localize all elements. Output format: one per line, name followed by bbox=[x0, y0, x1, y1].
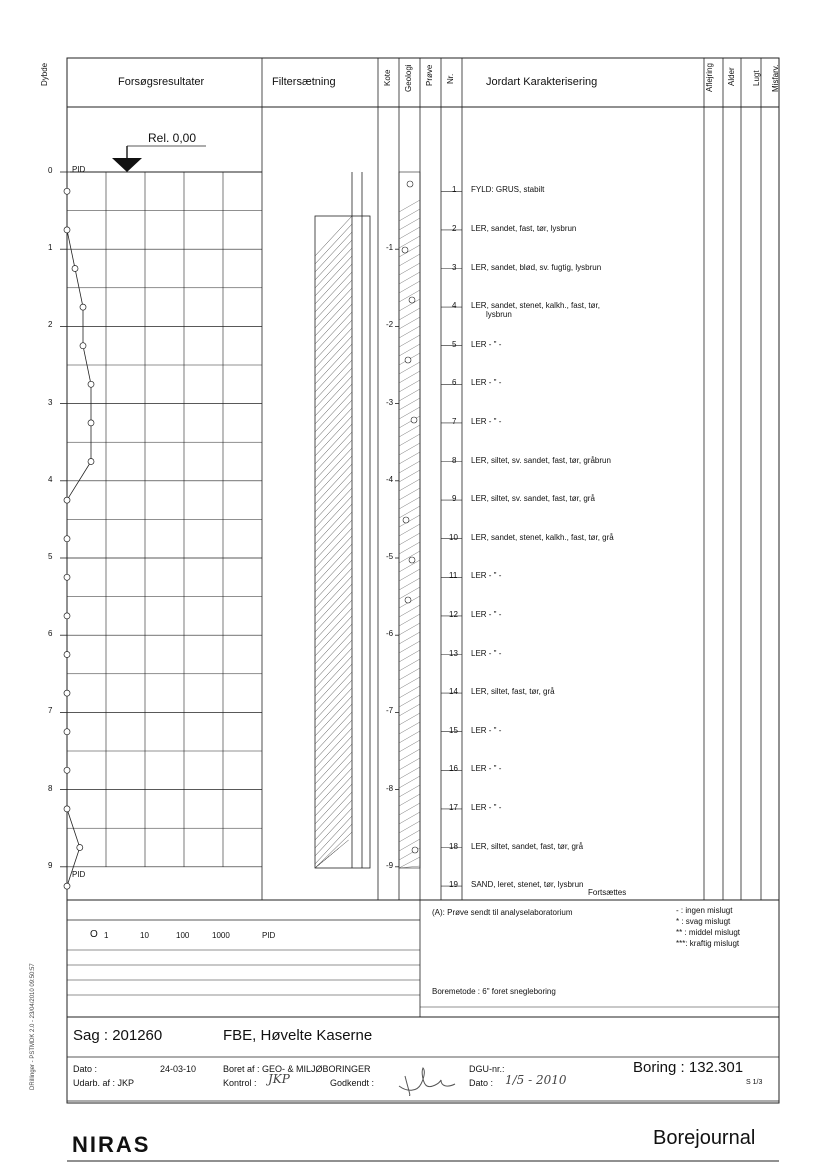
filter-hatch bbox=[315, 392, 352, 432]
depth-tick-label: 6 bbox=[48, 629, 53, 639]
pid-point bbox=[72, 266, 78, 272]
filter-hatch bbox=[315, 424, 352, 464]
filter-hatch bbox=[315, 280, 352, 320]
header-prove: Prøve bbox=[425, 64, 434, 86]
geology-hatch bbox=[399, 200, 420, 212]
pid-point bbox=[80, 343, 86, 349]
stone-symbol bbox=[407, 181, 413, 187]
filter-hatch bbox=[315, 400, 352, 440]
filter-hatch bbox=[315, 528, 352, 568]
geology-hatch bbox=[399, 362, 420, 374]
geology-hatch bbox=[399, 281, 420, 293]
layer-description: LER - " - bbox=[471, 725, 502, 735]
filter-hatch bbox=[315, 368, 352, 408]
header-dybde: Dybde bbox=[40, 62, 49, 86]
layer-description: SAND, leret, stenet, tør, lysbrun bbox=[471, 880, 584, 890]
layer-number: 2 bbox=[452, 223, 457, 233]
filter-hatch bbox=[315, 864, 320, 868]
pid-point bbox=[77, 845, 83, 851]
pid-point bbox=[88, 459, 94, 465]
rel-label: Rel. 0,00 bbox=[148, 131, 197, 145]
filter-hatch bbox=[315, 608, 352, 648]
filter-hatch bbox=[315, 576, 352, 616]
geology-hatch bbox=[399, 326, 420, 338]
filter-hatch bbox=[315, 320, 352, 360]
pid-top-label: PID bbox=[72, 165, 86, 174]
boring-number: Boring : 132.301 bbox=[633, 1059, 744, 1076]
header-filtersaetning: Filtersætning bbox=[272, 76, 336, 88]
filter-hatch bbox=[315, 744, 352, 784]
geology-hatch bbox=[399, 371, 420, 383]
geology-hatch bbox=[399, 434, 420, 446]
kote-tick-label: -2 bbox=[386, 320, 394, 330]
header-forsogsresultater: Forsøgsresultater bbox=[118, 76, 205, 88]
filter-hatch bbox=[315, 664, 352, 704]
dgu-label: DGU-nr.: bbox=[469, 1064, 505, 1074]
geology-hatch bbox=[399, 776, 420, 788]
filter-hatch bbox=[315, 416, 352, 456]
filter-hatch bbox=[315, 336, 352, 376]
filter-hatch bbox=[315, 640, 352, 680]
layer-description: LER - " - bbox=[471, 609, 502, 619]
layer-description: LER - " - bbox=[471, 764, 502, 774]
smell-legend-item: ***: kraftig mislugt bbox=[676, 939, 740, 948]
layer-number: 1 bbox=[452, 185, 457, 195]
geology-hatch bbox=[399, 542, 420, 554]
layer-number: 6 bbox=[452, 378, 457, 388]
layer-number: 13 bbox=[449, 648, 458, 658]
filter-hatch bbox=[315, 248, 352, 288]
header-nr: Nr. bbox=[446, 73, 455, 84]
layer-number: 19 bbox=[449, 880, 458, 890]
layer-description: LER, siltet, sv. sandet, fast, tør, gråbrun bbox=[471, 455, 611, 465]
geology-hatch bbox=[399, 452, 420, 464]
print-stamp: DRillinger - PSTMDK 2.0 - 23/04/2010 09:50:57 bbox=[30, 963, 36, 1090]
geology-hatch bbox=[399, 317, 420, 329]
pid-point bbox=[88, 420, 94, 426]
stone-symbol bbox=[411, 417, 417, 423]
depth-tick-label: 9 bbox=[48, 860, 53, 870]
stone-symbol bbox=[409, 557, 415, 563]
geology-hatch bbox=[399, 695, 420, 707]
header-misfarv: Misfarv. bbox=[771, 64, 780, 92]
filter-hatch bbox=[315, 512, 352, 552]
kote-tick-label: -6 bbox=[386, 629, 394, 639]
geology-hatch bbox=[399, 254, 420, 266]
geology-hatch bbox=[399, 677, 420, 689]
depth-tick-label: 0 bbox=[48, 166, 53, 175]
geology-hatch bbox=[399, 605, 420, 617]
header-geologi: Geologi bbox=[404, 64, 413, 92]
header-alder: Alder bbox=[727, 67, 736, 86]
godkendt-label: Godkendt : bbox=[330, 1078, 375, 1088]
pid-bottom-label: PID bbox=[72, 870, 86, 879]
filter-hatch bbox=[315, 504, 352, 544]
page-number: S 1/3 bbox=[746, 1079, 763, 1086]
geology-hatch bbox=[399, 407, 420, 419]
layer-number: 3 bbox=[452, 262, 457, 272]
pid-point bbox=[80, 304, 86, 310]
layer-number: 15 bbox=[449, 725, 458, 735]
pid-point bbox=[64, 729, 70, 735]
filter-hatch bbox=[315, 536, 352, 576]
filter-hatch bbox=[315, 472, 352, 512]
geology-hatch bbox=[399, 470, 420, 482]
filter-hatch bbox=[315, 720, 352, 760]
kote-tick-label: -5 bbox=[386, 552, 394, 561]
kote-tick-label: -8 bbox=[386, 783, 394, 793]
layer-number: 4 bbox=[452, 301, 457, 311]
pid-point bbox=[64, 767, 70, 773]
geology-hatch bbox=[399, 713, 420, 725]
geology-hatch bbox=[399, 749, 420, 761]
geology-hatch bbox=[399, 659, 420, 671]
layer-number: 16 bbox=[449, 764, 458, 774]
filter-hatch bbox=[315, 704, 352, 744]
geology-hatch bbox=[399, 578, 420, 590]
geology-hatch bbox=[399, 398, 420, 410]
filter-hatch bbox=[315, 552, 352, 592]
filter-hatch bbox=[315, 488, 352, 528]
filter-hatch bbox=[315, 256, 352, 296]
dato2-value: 1/5 - 2010 bbox=[505, 1073, 567, 1087]
filter-hatch bbox=[315, 440, 352, 480]
geology-hatch bbox=[399, 731, 420, 743]
filter-hatch bbox=[315, 624, 352, 664]
filter-hatch bbox=[315, 592, 352, 632]
layer-description-cont: lysbrun bbox=[486, 310, 512, 320]
filter-hatch bbox=[315, 768, 352, 808]
geology-hatch bbox=[399, 218, 420, 230]
filter-hatch bbox=[315, 752, 352, 792]
filter-hatch bbox=[315, 312, 352, 352]
geology-hatch bbox=[399, 614, 420, 626]
geology-hatch bbox=[399, 722, 420, 734]
layer-description: LER, sandet, blød, sv. fugtig, lysbrun bbox=[471, 262, 602, 272]
geology-hatch bbox=[399, 704, 420, 716]
smell-legend-item: - : ingen mislugt bbox=[676, 906, 733, 915]
depth-tick-label: 8 bbox=[48, 783, 53, 793]
filter-hatch bbox=[315, 288, 352, 328]
geology-hatch bbox=[399, 803, 420, 815]
layer-description: LER - " - bbox=[471, 416, 502, 426]
geology-hatch bbox=[399, 488, 420, 500]
filter-hatch bbox=[315, 240, 352, 280]
smell-legend-item: * : svag mislugt bbox=[676, 917, 731, 926]
filter-hatch bbox=[315, 712, 352, 752]
geology-hatch bbox=[399, 524, 420, 536]
pid-point bbox=[64, 690, 70, 696]
kote-tick-label: -1 bbox=[386, 243, 394, 253]
pid-point bbox=[64, 188, 70, 194]
scale-10: 10 bbox=[140, 931, 149, 940]
boret-af: Boret af : GEO- & MILJØBORINGER bbox=[223, 1064, 371, 1074]
layer-description: LER - " - bbox=[471, 802, 502, 812]
note-analyse: (A): Prøve sendt til analyselaboratorium bbox=[432, 908, 573, 917]
pid-point bbox=[64, 613, 70, 619]
geology-hatch bbox=[399, 272, 420, 284]
filter-hatch bbox=[315, 496, 352, 536]
depth-tick-label: 2 bbox=[48, 320, 53, 330]
pid-point bbox=[64, 227, 70, 233]
kote-tick-label: -9 bbox=[386, 860, 394, 870]
filter-hatch bbox=[315, 736, 352, 776]
filter-hatch bbox=[315, 632, 352, 672]
filter-hatch bbox=[315, 648, 352, 688]
layer-number: 17 bbox=[449, 802, 458, 812]
kote-tick-label: -3 bbox=[386, 397, 394, 407]
geology-hatch bbox=[399, 263, 420, 275]
header-aflejring: Aflejring bbox=[705, 63, 714, 92]
filter-hatch bbox=[315, 464, 352, 504]
niras-logo: NIRAS bbox=[72, 1132, 151, 1157]
stone-symbol bbox=[402, 247, 408, 253]
geology-hatch bbox=[399, 740, 420, 752]
filter-hatch bbox=[315, 568, 352, 608]
geology-hatch bbox=[399, 335, 420, 347]
filter-hatch bbox=[315, 672, 352, 712]
pid-curve bbox=[67, 191, 91, 886]
pid-point bbox=[64, 574, 70, 580]
geology-hatch bbox=[399, 830, 420, 842]
filter-hatch bbox=[315, 600, 352, 640]
layer-description: LER - " - bbox=[471, 648, 502, 658]
filter-hatch bbox=[315, 384, 352, 424]
geology-hatch bbox=[399, 668, 420, 680]
filter-hatch bbox=[315, 656, 352, 696]
geology-hatch bbox=[399, 686, 420, 698]
geology-column bbox=[399, 172, 420, 868]
geology-hatch bbox=[399, 461, 420, 473]
layer-number: 14 bbox=[449, 687, 458, 697]
geology-hatch bbox=[399, 209, 420, 221]
layer-description: LER, sandet, fast, tør, lysbrun bbox=[471, 223, 577, 233]
pid-point bbox=[64, 536, 70, 542]
geology-hatch bbox=[399, 569, 420, 581]
geology-hatch bbox=[399, 758, 420, 770]
filter-hatch bbox=[315, 800, 352, 840]
smell-legend-item: ** : middel mislugt bbox=[676, 928, 741, 937]
geology-hatch bbox=[399, 812, 420, 824]
scale-1: 1 bbox=[104, 931, 109, 940]
geology-hatch bbox=[399, 650, 420, 662]
scale-1000: 1000 bbox=[212, 931, 230, 940]
filter-hatch bbox=[315, 328, 352, 368]
pid-point bbox=[64, 883, 70, 889]
geology-hatch bbox=[399, 227, 420, 239]
filter-hatch bbox=[315, 616, 352, 656]
geology-hatch bbox=[399, 479, 420, 491]
geology-hatch bbox=[399, 380, 420, 392]
geology-hatch bbox=[399, 794, 420, 806]
geology-hatch bbox=[399, 632, 420, 644]
filter-hatch bbox=[315, 560, 352, 600]
depth-tick-label: 5 bbox=[48, 552, 53, 561]
filter-hatch bbox=[315, 448, 352, 488]
layer-description: LER, siltet, fast, tør, grå bbox=[471, 687, 555, 697]
filter-hatch bbox=[315, 584, 352, 624]
filter-hatch bbox=[315, 696, 352, 736]
geology-hatch bbox=[399, 308, 420, 320]
geology-hatch bbox=[399, 785, 420, 797]
project-name: FBE, Høvelte Kaserne bbox=[223, 1027, 373, 1044]
header-lugt: Lugt bbox=[752, 70, 761, 86]
stone-symbol bbox=[405, 597, 411, 603]
kote-tick-label: -4 bbox=[386, 474, 394, 484]
pid-point bbox=[64, 497, 70, 503]
geology-hatch bbox=[399, 344, 420, 356]
rel-marker bbox=[112, 158, 142, 172]
layer-description: LER - " - bbox=[471, 571, 502, 581]
pid-point bbox=[64, 652, 70, 658]
filter-hatch bbox=[315, 224, 352, 264]
filter-hatch bbox=[315, 728, 352, 768]
filter-hatch bbox=[315, 376, 352, 416]
geology-hatch bbox=[399, 443, 420, 455]
layer-description: LER, siltet, sandet, fast, tør, grå bbox=[471, 841, 584, 851]
layer-number: 7 bbox=[452, 416, 457, 426]
layer-number: 8 bbox=[452, 455, 457, 465]
filter-hatch bbox=[315, 784, 352, 824]
layer-number: 12 bbox=[449, 609, 458, 619]
filter-hatch bbox=[315, 360, 352, 400]
filter-hatch bbox=[315, 456, 352, 496]
depth-tick-label: 1 bbox=[48, 243, 53, 253]
filter-hatch bbox=[315, 352, 352, 392]
dato-label: Dato : bbox=[73, 1064, 98, 1074]
geology-hatch bbox=[399, 389, 420, 401]
filter-hatch bbox=[315, 272, 352, 312]
pid-point bbox=[64, 806, 70, 812]
layer-number: 5 bbox=[452, 339, 457, 349]
filter-hatch bbox=[315, 480, 352, 520]
filter-hatch bbox=[315, 776, 352, 816]
geology-hatch bbox=[399, 497, 420, 509]
godkendt-signature bbox=[395, 1062, 465, 1096]
filter-hatch bbox=[315, 688, 352, 728]
layer-number: 11 bbox=[449, 571, 458, 581]
frame bbox=[67, 58, 779, 1103]
kontrol-signature: JKP bbox=[268, 1072, 290, 1086]
geology-hatch bbox=[399, 623, 420, 635]
filter-hatch bbox=[315, 824, 352, 864]
pid-point bbox=[88, 381, 94, 387]
geology-hatch bbox=[399, 506, 420, 518]
stone-symbol bbox=[405, 357, 411, 363]
sag-number: Sag : 201260 bbox=[73, 1027, 163, 1044]
layer-description: LER, sandet, stenet, kalkh., fast, tør, grå bbox=[471, 532, 614, 542]
layer-number: 9 bbox=[452, 494, 457, 504]
geology-hatch bbox=[399, 821, 420, 833]
geology-hatch bbox=[399, 236, 420, 248]
document-title: Borejournal bbox=[653, 1127, 756, 1149]
filter-hatch bbox=[315, 216, 352, 256]
depth-tick-label: 3 bbox=[48, 397, 53, 407]
geology-hatch bbox=[399, 425, 420, 437]
scale-pid: PID bbox=[262, 931, 276, 940]
fortsaettes-label: Fortsættes bbox=[588, 888, 627, 897]
dato2-label: Dato : bbox=[469, 1078, 494, 1088]
layer-number: 18 bbox=[449, 841, 458, 851]
layer-description: LER, sandet, stenet, kalkh., fast, tør, bbox=[471, 301, 600, 311]
geology-hatch bbox=[399, 641, 420, 653]
geology-hatch bbox=[399, 767, 420, 779]
depth-tick-label: 4 bbox=[48, 474, 53, 484]
stone-symbol bbox=[409, 297, 415, 303]
boremetode: Boremetode : 6" foret snegleboring bbox=[432, 987, 556, 996]
stone-symbol bbox=[403, 517, 409, 523]
geology-hatch bbox=[399, 515, 420, 527]
stone-symbol bbox=[412, 847, 418, 853]
filter-hatch bbox=[315, 304, 352, 344]
kontrol-label: Kontrol : bbox=[223, 1078, 257, 1088]
depth-tick-label: 7 bbox=[48, 706, 53, 716]
layer-description: LER - " - bbox=[471, 339, 502, 349]
filter-hatch bbox=[315, 520, 352, 560]
scale-circle: O bbox=[90, 929, 98, 940]
layer-number: 10 bbox=[449, 532, 458, 542]
layer-description: LER - " - bbox=[471, 378, 502, 388]
filter-hatch bbox=[315, 344, 352, 384]
filter-hatch bbox=[315, 432, 352, 472]
dato-value: 24-03-10 bbox=[160, 1064, 197, 1074]
header-kote: Kote bbox=[383, 69, 392, 86]
filter-hatch bbox=[315, 680, 352, 720]
filter-hatch bbox=[315, 408, 352, 448]
filter-hatch bbox=[315, 296, 352, 336]
filter-hatch bbox=[315, 232, 352, 272]
filter-hatch bbox=[315, 544, 352, 584]
filter-hatch bbox=[315, 760, 352, 800]
layer-description: LER, siltet, sv. sandet, fast, tør, grå bbox=[471, 494, 595, 504]
filter-hatch bbox=[315, 264, 352, 304]
filter-hatch bbox=[315, 792, 352, 832]
geology-hatch bbox=[399, 416, 420, 428]
layer-description: FYLD: GRUS, stabilt bbox=[471, 185, 545, 195]
kote-tick-label: -7 bbox=[386, 706, 394, 716]
geology-hatch bbox=[399, 533, 420, 545]
header-jordart: Jordart Karakterisering bbox=[486, 76, 598, 88]
udarbejdet-af: Udarb. af : JKP bbox=[73, 1078, 135, 1088]
scale-100: 100 bbox=[176, 931, 190, 940]
